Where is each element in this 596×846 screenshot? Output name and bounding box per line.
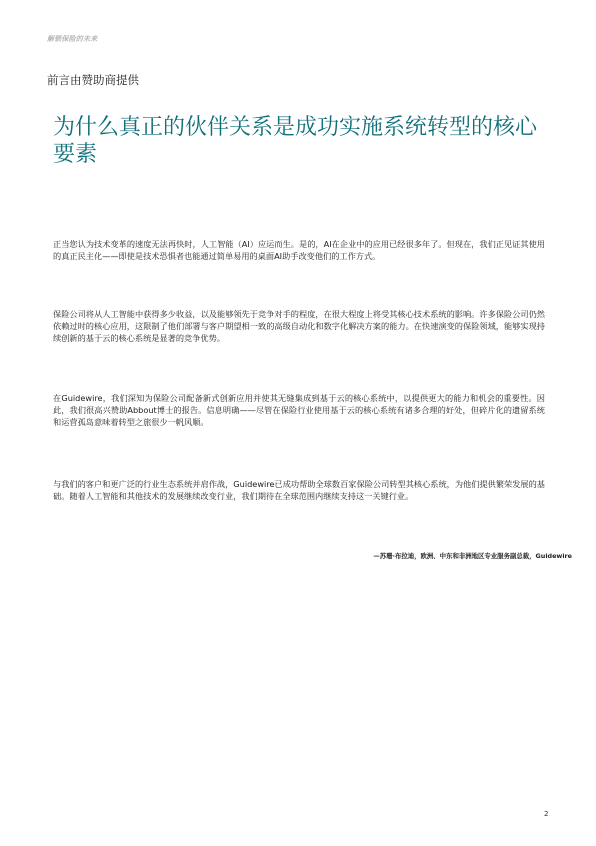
page-number: 2 [544,810,549,818]
paragraph: 与我们的客户和更广泛的行业生态系统并肩作战，Guidewire已成功帮助全球数百家保险公司转型其核心系统，为他们提供繁荣发展的基础。随着人工智能和其他技术的发展继续改变行业，我们期待在全球范围内继续支持这一关键行业。 [53,479,545,502]
paragraph: 保险公司将从人工智能中获得多少收益，以及能够领先于竞争对手的程度，在很大程度上将受其核心技术系统的影响。许多保险公司仍然依赖过时的核心应用，这限制了他们部署与客户期望相一致的高级自动化和数字化解决方案的能力。在快速演变的保险领域，能够实现持续创新的基于云的核心系统是显著的竞争优势。 [53,309,545,344]
running-header: 解锁保险的未来 [47,35,98,43]
page-title: 为什么真正的伙伴关系是成功实施系统转型的核心要素 [53,115,538,167]
paragraph: 在Guidewire，我们深知为保险公司配备新式创新应用并使其无缝集成到基于云的核心系统中，以提供更大的能力和机会的重要性。因此，我们很高兴赞助Abbout博士的报告。信息明确——尽管在保险行业使用基于云的核心系统有诸多合理的好处，但碎片化的遗留系统和运营孤岛意味着转型之旅很少一帆风顺。 [53,393,545,428]
paragraph: 正当您认为技术变革的速度无法再快时，人工智能（AI）应运而生。是的，AI在企业中的应用已经很多年了。但现在，我们正见证其使用的真正民主化——即使是技术恐惧者也能通过简单易用的桌面AI助手改变他们的工作方式。 [53,239,545,262]
foreword-label: 前言由赞助商提供 [47,73,139,87]
signature-line: —苏珊·布拉迪，欧洲、中东和非洲地区专业服务副总裁，Guidewire [373,552,572,560]
